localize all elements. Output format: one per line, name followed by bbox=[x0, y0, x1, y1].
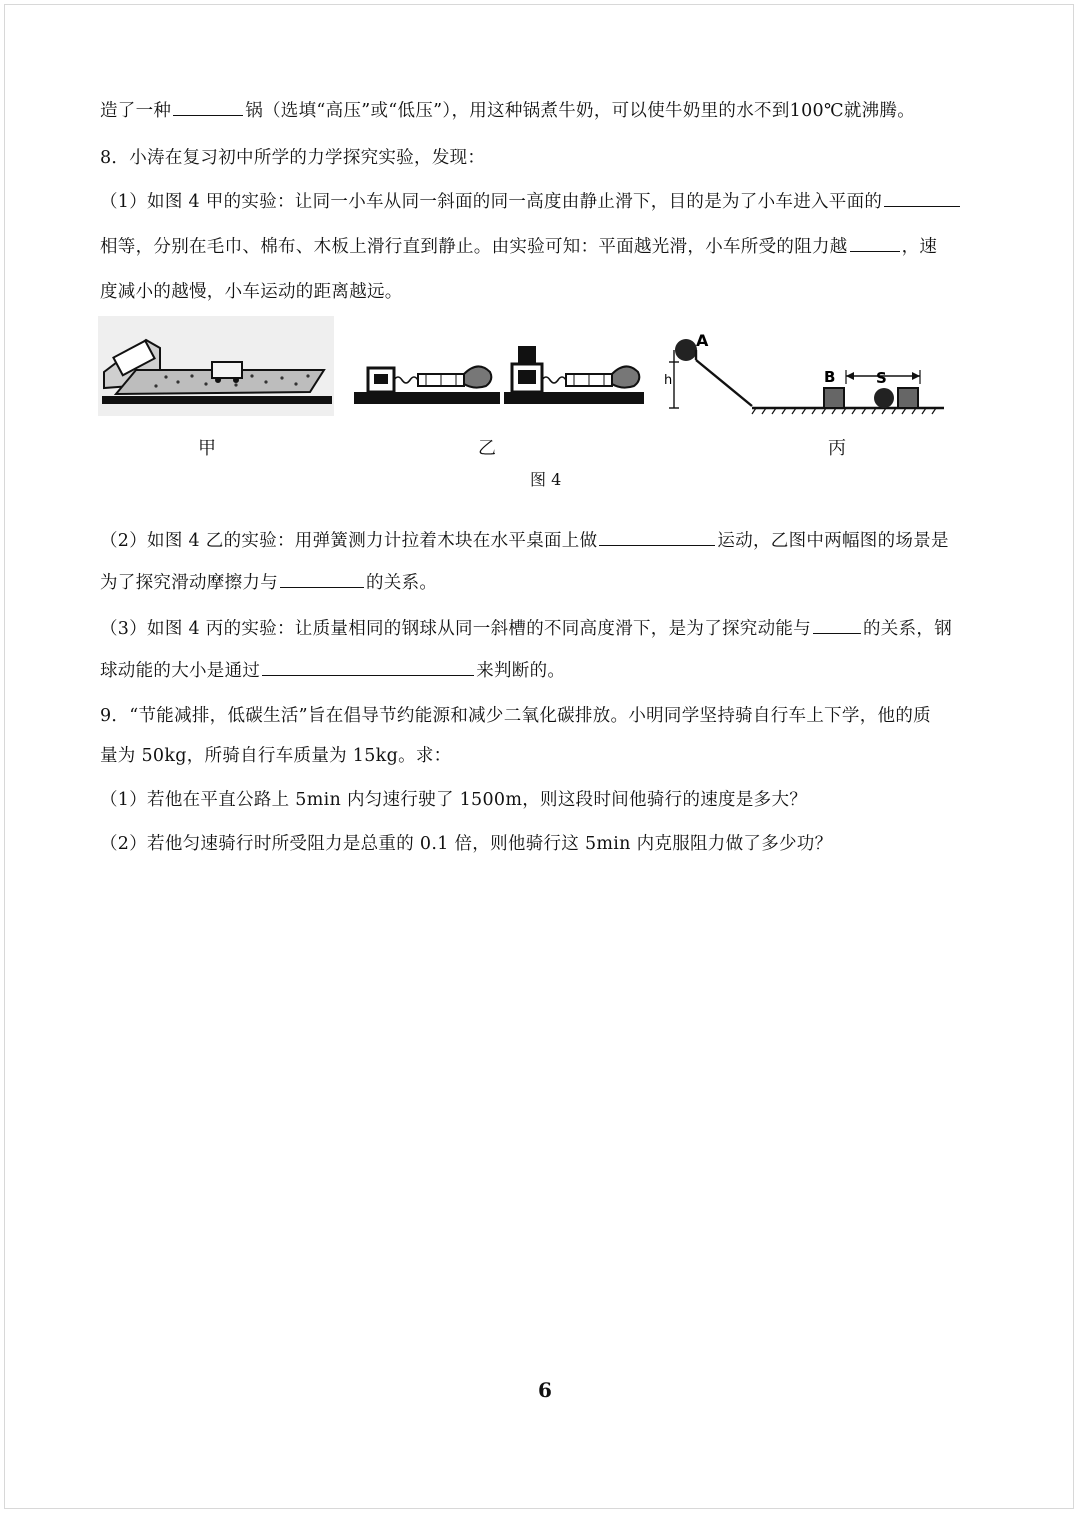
question-8-2-line-2 bbox=[100, 570, 437, 595]
label-h: h bbox=[664, 373, 673, 388]
question-8-1-line-1 bbox=[100, 189, 962, 214]
text-segment: 运动，乙图中两幅图的场景是 bbox=[717, 531, 949, 551]
figure-jia-incline bbox=[98, 316, 334, 416]
text-segment: 来判断的。 bbox=[476, 661, 566, 681]
question-8-3-line-1 bbox=[100, 616, 952, 641]
figure-caption: 图 4 bbox=[530, 470, 562, 489]
text-line-cooker bbox=[100, 98, 915, 123]
answer-blank[interactable] bbox=[813, 616, 861, 634]
ball-a bbox=[675, 339, 697, 361]
figure-label-bing: 丙 bbox=[828, 438, 846, 459]
label-s: S bbox=[876, 369, 887, 387]
label-b: B bbox=[824, 368, 836, 386]
label-a: A bbox=[696, 331, 709, 350]
question-8-1-line-2 bbox=[100, 234, 937, 259]
question-8-title: 8．小涛在复习初中所学的力学探究实验，发现： bbox=[100, 148, 486, 168]
question-8-3-line-2 bbox=[100, 658, 565, 683]
figure-4 bbox=[96, 312, 956, 422]
question-8-2-line-1 bbox=[100, 528, 949, 553]
answer-blank[interactable] bbox=[850, 234, 900, 252]
answer-blank[interactable] bbox=[884, 189, 960, 207]
text-segment: 相等，分别在毛巾、棉布、木板上滑行直到静止。由实验可知：平面越光滑，小车所受的阻力越 bbox=[100, 237, 848, 257]
figure-bing bbox=[664, 331, 944, 414]
text-segment: 造了一种 bbox=[100, 101, 172, 121]
figure-label-yi: 乙 bbox=[478, 438, 496, 459]
figure-yi-right bbox=[504, 346, 644, 404]
text-segment: 球动能的大小是通过 bbox=[100, 661, 261, 681]
answer-blank[interactable] bbox=[262, 658, 474, 676]
text-segment: 为了探究滑动摩擦力与 bbox=[100, 573, 278, 593]
ball-final bbox=[874, 388, 894, 408]
figure-label-jia: 甲 bbox=[198, 438, 216, 459]
question-9-1: （1）若他在平直公路上 5min 内匀速行驶了 1500m，则这段时间他骑行的速度是多大？ bbox=[100, 790, 808, 810]
text-segment: （2）如图 4 乙的实验：用弹簧测力计拉着木块在水平桌面上做 bbox=[100, 531, 598, 551]
text-segment: （3）如图 4 丙的实验：让质量相同的钢球从同一斜槽的不同高度滑下，是为了探究动能与 bbox=[100, 619, 811, 639]
answer-blank[interactable] bbox=[173, 98, 243, 116]
text-segment: ，速 bbox=[901, 237, 938, 257]
question-9-line-2: 量为 50kg，所骑自行车质量为 15kg。求： bbox=[100, 746, 452, 766]
question-9-2: （2）若他匀速骑行时所受阻力是总重的 0.1 倍，则他骑行这 5min 内克服阻力做了多少功？ bbox=[100, 834, 833, 854]
question-8-1-line-3: 度减小的越慢，小车运动的距离越远。 bbox=[100, 282, 403, 302]
page-number: 6 bbox=[538, 1378, 552, 1402]
question-9-line-1: 9．“节能减排，低碳生活”旨在倡导节约能源和减少二氧化碳排放。小明同学坚持骑自行车上下学，他的质 bbox=[100, 706, 931, 726]
answer-blank[interactable] bbox=[280, 570, 364, 588]
block-b bbox=[824, 388, 844, 408]
text-segment: 的关系，钢 bbox=[863, 619, 952, 639]
text-segment: 的关系。 bbox=[366, 573, 438, 593]
text-segment: （1）如图 4 甲的实验：让同一小车从同一斜面的同一高度由静止滑下，目的是为了小车进入平面的 bbox=[100, 192, 883, 212]
answer-blank[interactable] bbox=[599, 528, 715, 546]
text-segment: 锅（选填“高压”或“低压”），用这种锅煮牛奶，可以使牛奶里的水不到100℃就沸腾。 bbox=[245, 101, 916, 121]
figure-yi-left bbox=[354, 366, 500, 404]
